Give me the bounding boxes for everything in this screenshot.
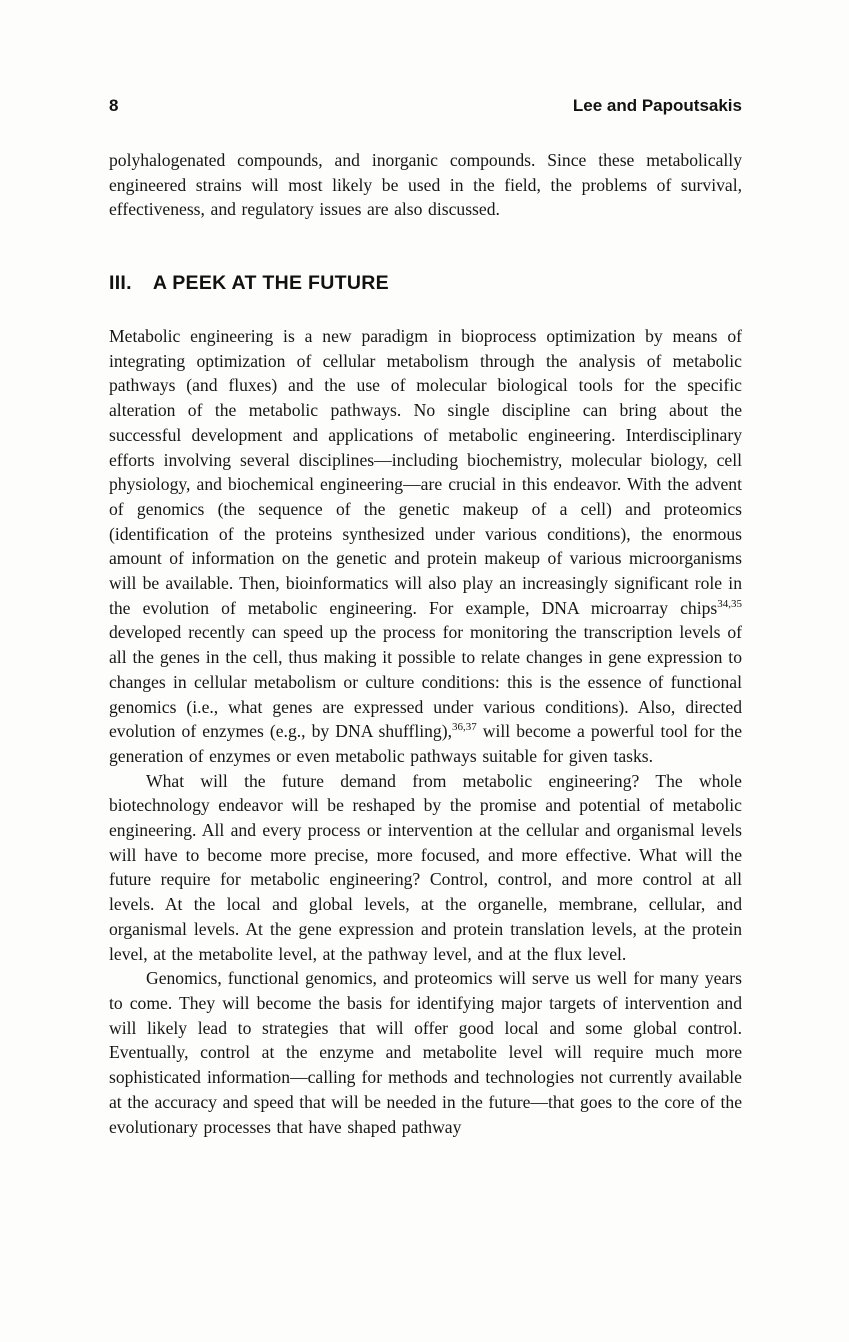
citation-superscript: 34,35 — [717, 597, 742, 610]
paragraph-metabolic-overview — [109, 324, 742, 769]
section-number: III. — [109, 272, 132, 294]
paragraph-text-segment: developed recently can speed up the process for monitoring the transcription levels of all the genes in the cell, thus making it possible to relate changes in gene expression to changes in cellular metabolism or culture conditions: this is the essence of functional genomics (i.e., what genes are expressed under various conditions). Also, directed evolution of enzymes (e.g., by DNA shuffling), — [109, 622, 742, 742]
page-number: 8 — [109, 96, 119, 115]
section-heading — [109, 272, 389, 295]
paragraph-future-demand: What will the future demand from metabolic engineering? The whole biotechnology endeavor will be reshaped by the promise and potential of metabolic engineering. All and every process or intervention at the cellular and organismal levels will have to become more precise, more focused, and more effective. What will the future require for metabolic engineering? Control, control, and more control at all levels. At the local and global levels, at the organelle, membrane, cellular, and organismal levels. At the gene expression and protein translation levels, at the protein level, at the metabolite level, at the pathway level, and at the flux level. — [109, 770, 742, 964]
running-head: Lee and Papoutsakis — [572, 96, 742, 115]
paragraph-text-segment: Metabolic engineering is a new paradigm in bioprocess optimization by means of integrating optimization of cellular metabolism through the analysis of metabolic pathways (and fluxes) and the use of molecular biological tools for the specific alteration of the metabolic pathways. No single discipline can bring about the successful development and applications of metabolic engineering. Interdisciplinary efforts involving several disciplines—including biochemistry, molecular biology, cell physiology, and biochemical engineering—are crucial in this endeavor. With the advent of genomics (the sequence of the genetic makeup of a cell) and proteomics (identification of the proteins synthesized under various conditions), the enormous amount of information on the genetic and protein makeup of various microorganisms will be available. Then, bioinformatics will also play an increasingly significant role in the evolution of metabolic engineering. For example, DNA microarray chips — [109, 326, 742, 618]
paragraph-text-segment: will become a powerful tool for the generation of enzymes or even metabolic pathways suitable for given tasks. — [109, 721, 742, 766]
intro-paragraph: polyhalogenated compounds, and inorganic compounds. Since these metabolically engineered strains will most likely be used in the field, the problems of survival, effectiveness, and regulatory issues are also discussed. — [109, 150, 742, 220]
citation-superscript: 36,37 — [451, 721, 477, 734]
page-header — [109, 96, 742, 116]
paragraph-genomics-control: Genomics, functional genomics, and proteomics will serve us well for many years to come. They will become the basis for identifying major targets of intervention and will likely lead to strategies that will offer good local and some global control. Eventually, control at the enzyme and metabolite level will require much more sophisticated information—calling for methods and technologies not currently available at the accuracy and speed that will be needed in the future—that goes to the core of the evolutionary processes that have shaped pathway — [109, 968, 742, 1137]
section-title: A PEEK AT THE FUTURE — [152, 272, 389, 294]
section-body — [109, 324, 742, 1139]
